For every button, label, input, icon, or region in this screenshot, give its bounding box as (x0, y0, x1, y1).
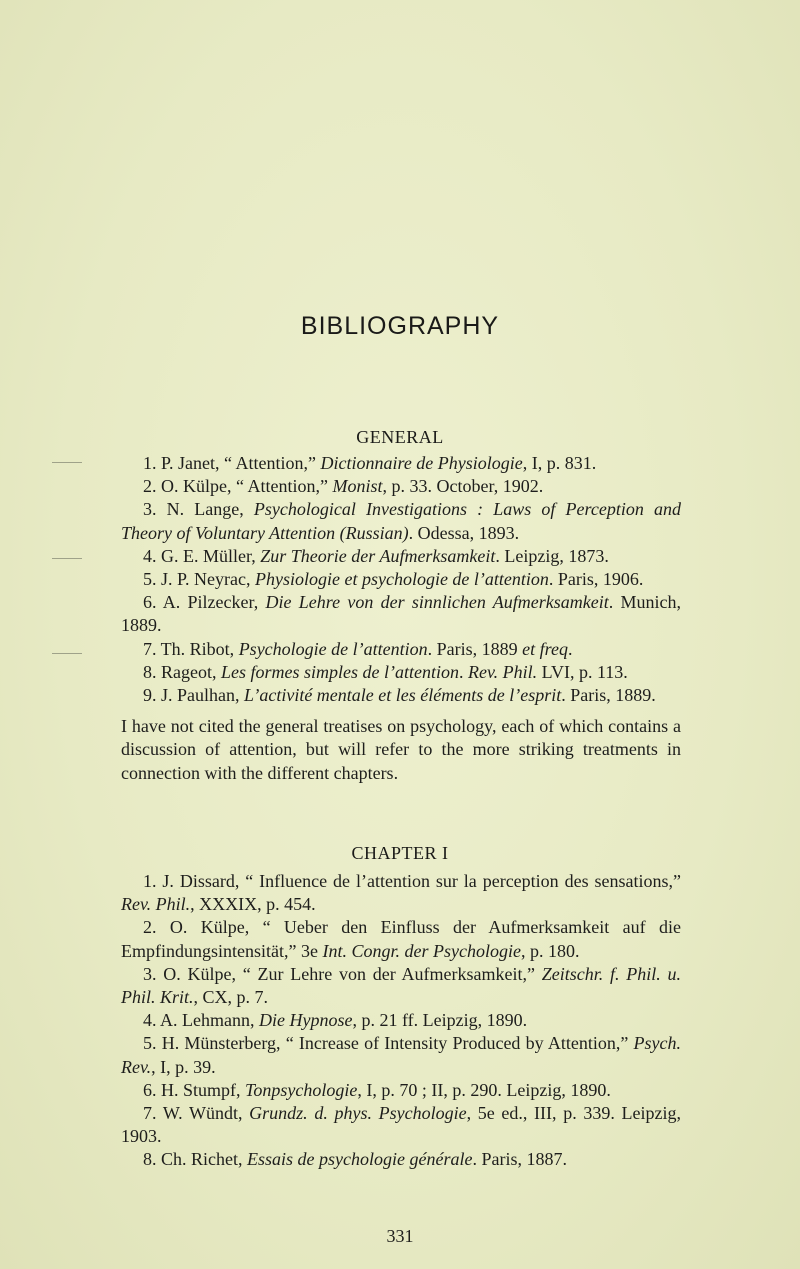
page-title: BIBLIOGRAPHY (300, 312, 500, 340)
bibliography-entry: 7. W. Wündt, Grundz. d. phys. Psychologie, 5e ed., III, p. 339. Leipzig, 1903. (121, 1103, 681, 1147)
bibliography-entry: 4. G. E. Müller, Zur Theorie der Aufmerksamkeit. Leipzig, 1873. (143, 545, 609, 566)
bibliography-entry: 3. N. Lange, Psychological Investigations : Laws of Perception and Theory of Voluntary Attention (Russian). Odessa, 1893. (121, 499, 681, 543)
bibliography-entry: 7. Th. Ribot, Psychologie de l’attention. Paris, 1889 et freq. (143, 638, 573, 659)
author-note: I have not cited the general treatises on psychology, each of which contains a discussion of attention, but will refer to the more striking treatments in connection with the different chapters. (121, 716, 681, 783)
bibliography-entry: 8. Rageot, Les formes simples de l’attention. Rev. Phil. LVI, p. 113. (143, 661, 628, 682)
bibliography-entry: 8. Ch. Richet, Essais de psychologie générale. Paris, 1887. (143, 1149, 567, 1170)
chapter-1-bibliography (121, 870, 681, 1172)
section-heading-chapter-1: CHAPTER I (351, 843, 449, 863)
general-bibliography (121, 452, 681, 785)
bibliography-entry: 2. O. Külpe, “ Attention,” Monist, p. 33. October, 1902. (143, 476, 544, 497)
bibliography-entry: 3. O. Külpe, “ Zur Lehre von der Aufmerksamkeit,” Zeitschr. f. Phil. u. Phil. Krit., CX, p. 7. (121, 963, 681, 1008)
margin-pencil-mark (52, 462, 82, 463)
bibliography-entry: 5. J. P. Neyrac, Physiologie et psychologie de l’attention. Paris, 1906. (143, 569, 644, 590)
bibliography-entry: 6. H. Stumpf, Tonpsychologie, I, p. 70 ; II, p. 290. Leipzig, 1890. (143, 1079, 611, 1100)
margin-pencil-mark (52, 558, 82, 559)
bibliography-entry: 2. O. Külpe, “ Ueber den Einfluss der Aufmerksamkeit auf die Empfindungsintensität,” 3e Int. Congr. der Psychologie, p. 180. (121, 917, 681, 961)
margin-pencil-mark (52, 653, 82, 654)
section-heading-general: GENERAL (356, 427, 444, 447)
page-number: 331 (386, 1226, 414, 1246)
bibliography-entry: 1. J. Dissard, “ Influence de l’attention sur la perception des sensations,” Rev. Phil., XXXIX, p. 454. (121, 871, 681, 915)
bibliography-entry: 9. J. Paulhan, L’activité mentale et les éléments de l’esprit. Paris, 1889. (143, 685, 656, 706)
bibliography-entry: 4. A. Lehmann, Die Hypnose, p. 21 ff. Leipzig, 1890. (143, 1010, 528, 1031)
bibliography-entry: 1. P. Janet, “ Attention,” Dictionnaire de Physiologie, I, p. 831. (143, 453, 597, 473)
bibliography-entry: 5. H. Münsterberg, “ Increase of Intensity Produced by Attention,” Psych. Rev., I, p. 39. (121, 1033, 681, 1077)
bibliography-entry: 6. A. Pilzecker, Die Lehre von der sinnlichen Aufmerksamkeit. Munich, 1889. (121, 592, 682, 636)
